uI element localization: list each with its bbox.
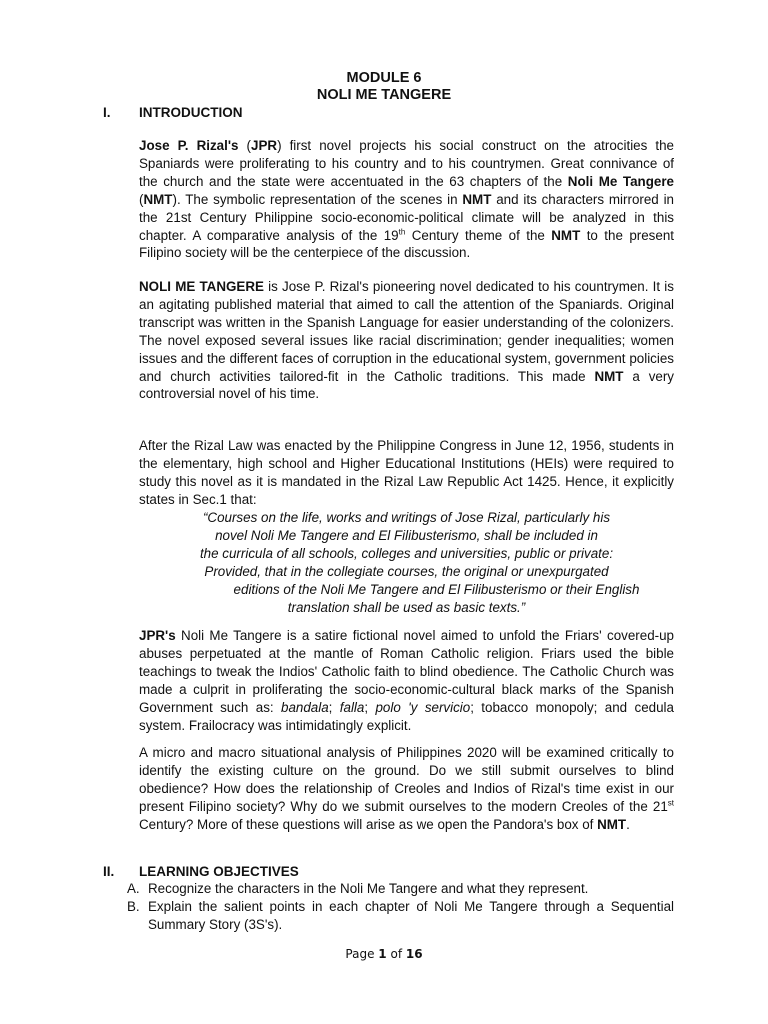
intro-paragraph-2: NOLI ME TANGERE is Jose P. Rizal's pioneering novel dedicated to his countrymen. It is an agitating published material that aimed to call the attention of the Spaniards. Original transcript was written in the Spanish Language for easier understanding of the colonizers. The novel exposed several issues like racial discrimination; gender inequalities; women issues and the different faces of corruption in the educational system, government policies and church activities tailored-fit in the Catholic traditions. This made NMT a very controversial novel of his time. — [139, 279, 675, 402]
quote-line: Provided, that in the collegiate courses, the original or unexpurgated — [204, 563, 609, 579]
section-label: INTRODUCTION — [139, 105, 243, 120]
section-heading-learning-objectives — [103, 863, 299, 880]
intro-paragraph-4: JPR's Noli Me Tangere is a satire fictional novel aimed to unfold the Friars' covered-up abuses perpetuated at the mantle of Roman Catholic religion. Friars used the bible teachings to tweak the Indios' Catholic faith to blind obedience. The Catholic Church was made a culprit in proliferating the socio-economic-cultural black marks of the Spanish Government such as: bandala; falla; polo 'y servicio; tobacco monopoly; and cedula system. Frailocracy was intimidatingly explicit. — [139, 628, 674, 733]
intro-paragraph-5: A micro and macro situational analysis of Philippines 2020 will be examined critically to identify the existing culture on the ground. Do we still submit ourselves to blind obedience? How does the relationship of Creoles and Indios of Rizal's time exist in our present Filipino society? Why do we submit ourselves to the modern Creoles of the 21st Century? More of these questions will arise as we open the Pandora's box of NMT. — [139, 745, 674, 832]
module-subtitle: NOLI ME TANGERE — [316, 87, 452, 103]
intro-paragraph-1: Jose P. Rizal's (JPR) first novel projects his social construct on the atrocities the Spaniards were proliferating to his country and to his countrymen. Great connivance of the church and the state were accentuated in the 63 chapters of the Noli Me Tangere (NMT). The symbolic representation of the scenes in NMT and its characters mirrored in the 21st Century Philippine socio-economic-political climate will be analyzed in this chapter. A comparative analysis of the 19th Century theme of the NMT to the present Filipino society will be the centerpiece of the discussion. — [139, 138, 675, 261]
section-heading-introduction — [103, 104, 243, 121]
section-label: LEARNING OBJECTIVES — [139, 864, 299, 879]
rizal-law-quote — [139, 509, 674, 616]
objective-text: Explain the salient points in each chapter of Noli Me Tangere through a Sequential Summary Story (3S's). — [148, 899, 674, 932]
objective-item — [127, 880, 674, 898]
module-title: MODULE 6 — [346, 70, 422, 86]
quote-line: editions of the Noli Me Tangere and El Filibusterismo or their English — [233, 581, 640, 597]
quote-line: the curricula of all schools, colleges and universities, public or private: — [199, 545, 614, 561]
quote-line: novel Noli Me Tangere and El Filibusterismo, shall be included in — [215, 527, 598, 543]
section-number: II. — [103, 864, 115, 879]
page-number-footer: Page 1 of 16 — [345, 947, 423, 961]
quote-line: “Courses on the life, works and writings of Jose Rizal, particularly his — [202, 510, 611, 525]
quote-line: translation shall be used as basic texts.” — [287, 599, 526, 615]
objective-text: Recognize the characters in the Noli Me Tangere and what they represent. — [148, 881, 589, 896]
objective-item — [127, 898, 674, 934]
section-number: I. — [103, 105, 111, 120]
objective-letter: A. — [127, 881, 140, 896]
intro-paragraph-3: After the Rizal Law was enacted by the Philippine Congress in June 12, 1956, students in the elementary, high school and Higher Educational Institutions (HEIs) were required to study this novel as it is mandated in the Rizal Law Republic Act 1425. Hence, it explicitly states in Sec.1 that: — [139, 438, 674, 507]
objective-letter: B. — [127, 899, 140, 914]
